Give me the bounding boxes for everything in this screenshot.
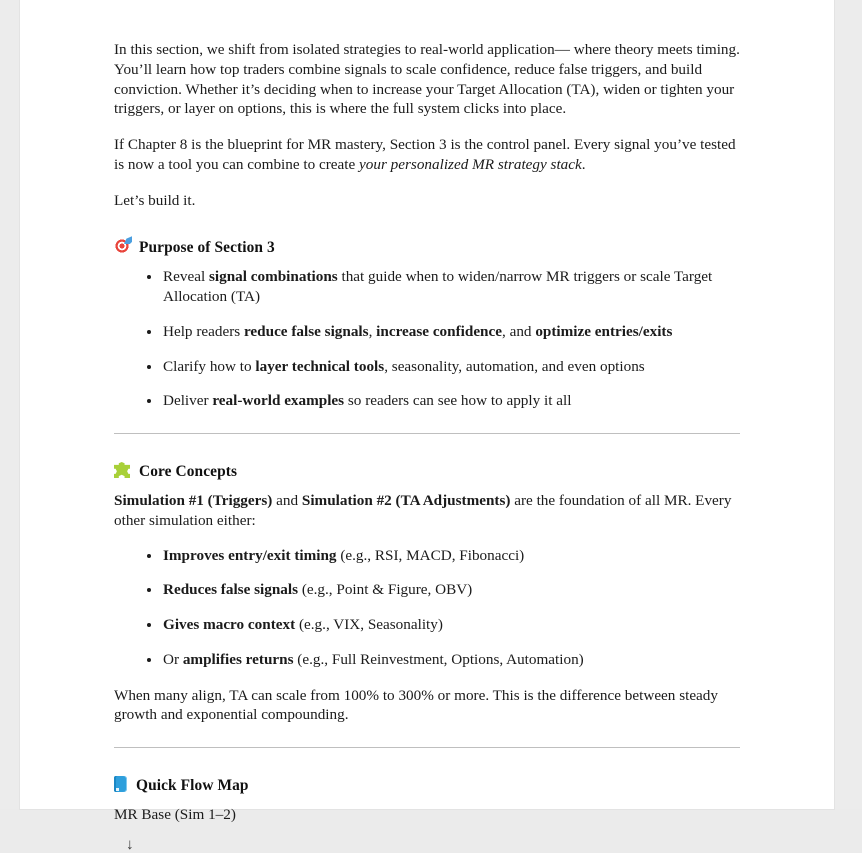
list-item: Gives macro context (e.g., VIX, Seasonality): [114, 615, 740, 635]
section-divider: [114, 747, 740, 748]
puzzle-piece-icon: [114, 462, 130, 478]
section-heading-purpose-label: Purpose of Section 3: [139, 239, 275, 257]
core-concepts-closing-paragraph: When many align, TA can scale from 100% to 300% or more. This is the difference between steady growth and exponential compounding.: [114, 686, 718, 724]
blue-book-icon: [114, 776, 127, 792]
flow-arrow-icon: ↓: [126, 835, 134, 853]
section-heading-core-concepts: [114, 460, 740, 481]
dart-target-icon: [114, 238, 130, 254]
section-heading-quick-flow-map-label: Quick Flow Map: [136, 777, 249, 794]
intro-paragraph-2: If Chapter 8 is the blueprint for MR mastery, Section 3 is the control panel. Every signal you’ve tested is now a tool you can combine to create your personalized MR strategy stack.: [114, 136, 736, 173]
list-item: Reduces false signals (e.g., Point & Figure, OBV): [114, 580, 740, 600]
section-heading-core-concepts-label: Core Concepts: [139, 463, 238, 480]
purpose-bullet-list: [114, 267, 740, 411]
section-divider: [114, 433, 740, 434]
section-heading-purpose: [114, 236, 740, 257]
list-item: Clarify how to layer technical tools, seasonality, automation, and even options: [114, 357, 740, 377]
document-page: [20, 0, 834, 853]
page-content: [114, 40, 740, 853]
list-item: Deliver real-world examples so readers can see how to apply it all: [114, 391, 740, 411]
intro-paragraph-1: In this section, we shift from isolated strategies to real-world application— where theory meets timing. You’ll learn how top traders combine signals to scale confidence, reduce false triggers, and build conviction. Whether it’s deciding when to increase your Target Allocation (TA), widen or tighten your triggers, or layer on options, this is where the full system clicks into place.: [114, 41, 740, 118]
section-heading-quick-flow-map: [114, 774, 740, 795]
core-concepts-bullet-list: [114, 546, 740, 670]
intro-paragraph-3: Let’s build it.: [114, 191, 196, 209]
list-item: Or amplifies returns (e.g., Full Reinvestment, Options, Automation): [114, 650, 740, 670]
flow-node: MR Base (Sim 1–2): [114, 806, 236, 823]
divider-wrapper-2: [114, 747, 740, 748]
list-item: Help readers reduce false signals, increase confidence, and optimize entries/exits: [114, 322, 740, 342]
core-concepts-lead-paragraph: Simulation #1 (Triggers) and Simulation #2 (TA Adjustments) are the foundation of all MR. Every other simulation either:: [114, 492, 732, 529]
list-item: Reveal signal combinations that guide when to widen/narrow MR triggers or scale Target Allocation (TA): [114, 267, 740, 307]
divider-wrapper-1: [114, 433, 740, 434]
list-item: Improves entry/exit timing (e.g., RSI, MACD, Fibonacci): [114, 546, 740, 566]
